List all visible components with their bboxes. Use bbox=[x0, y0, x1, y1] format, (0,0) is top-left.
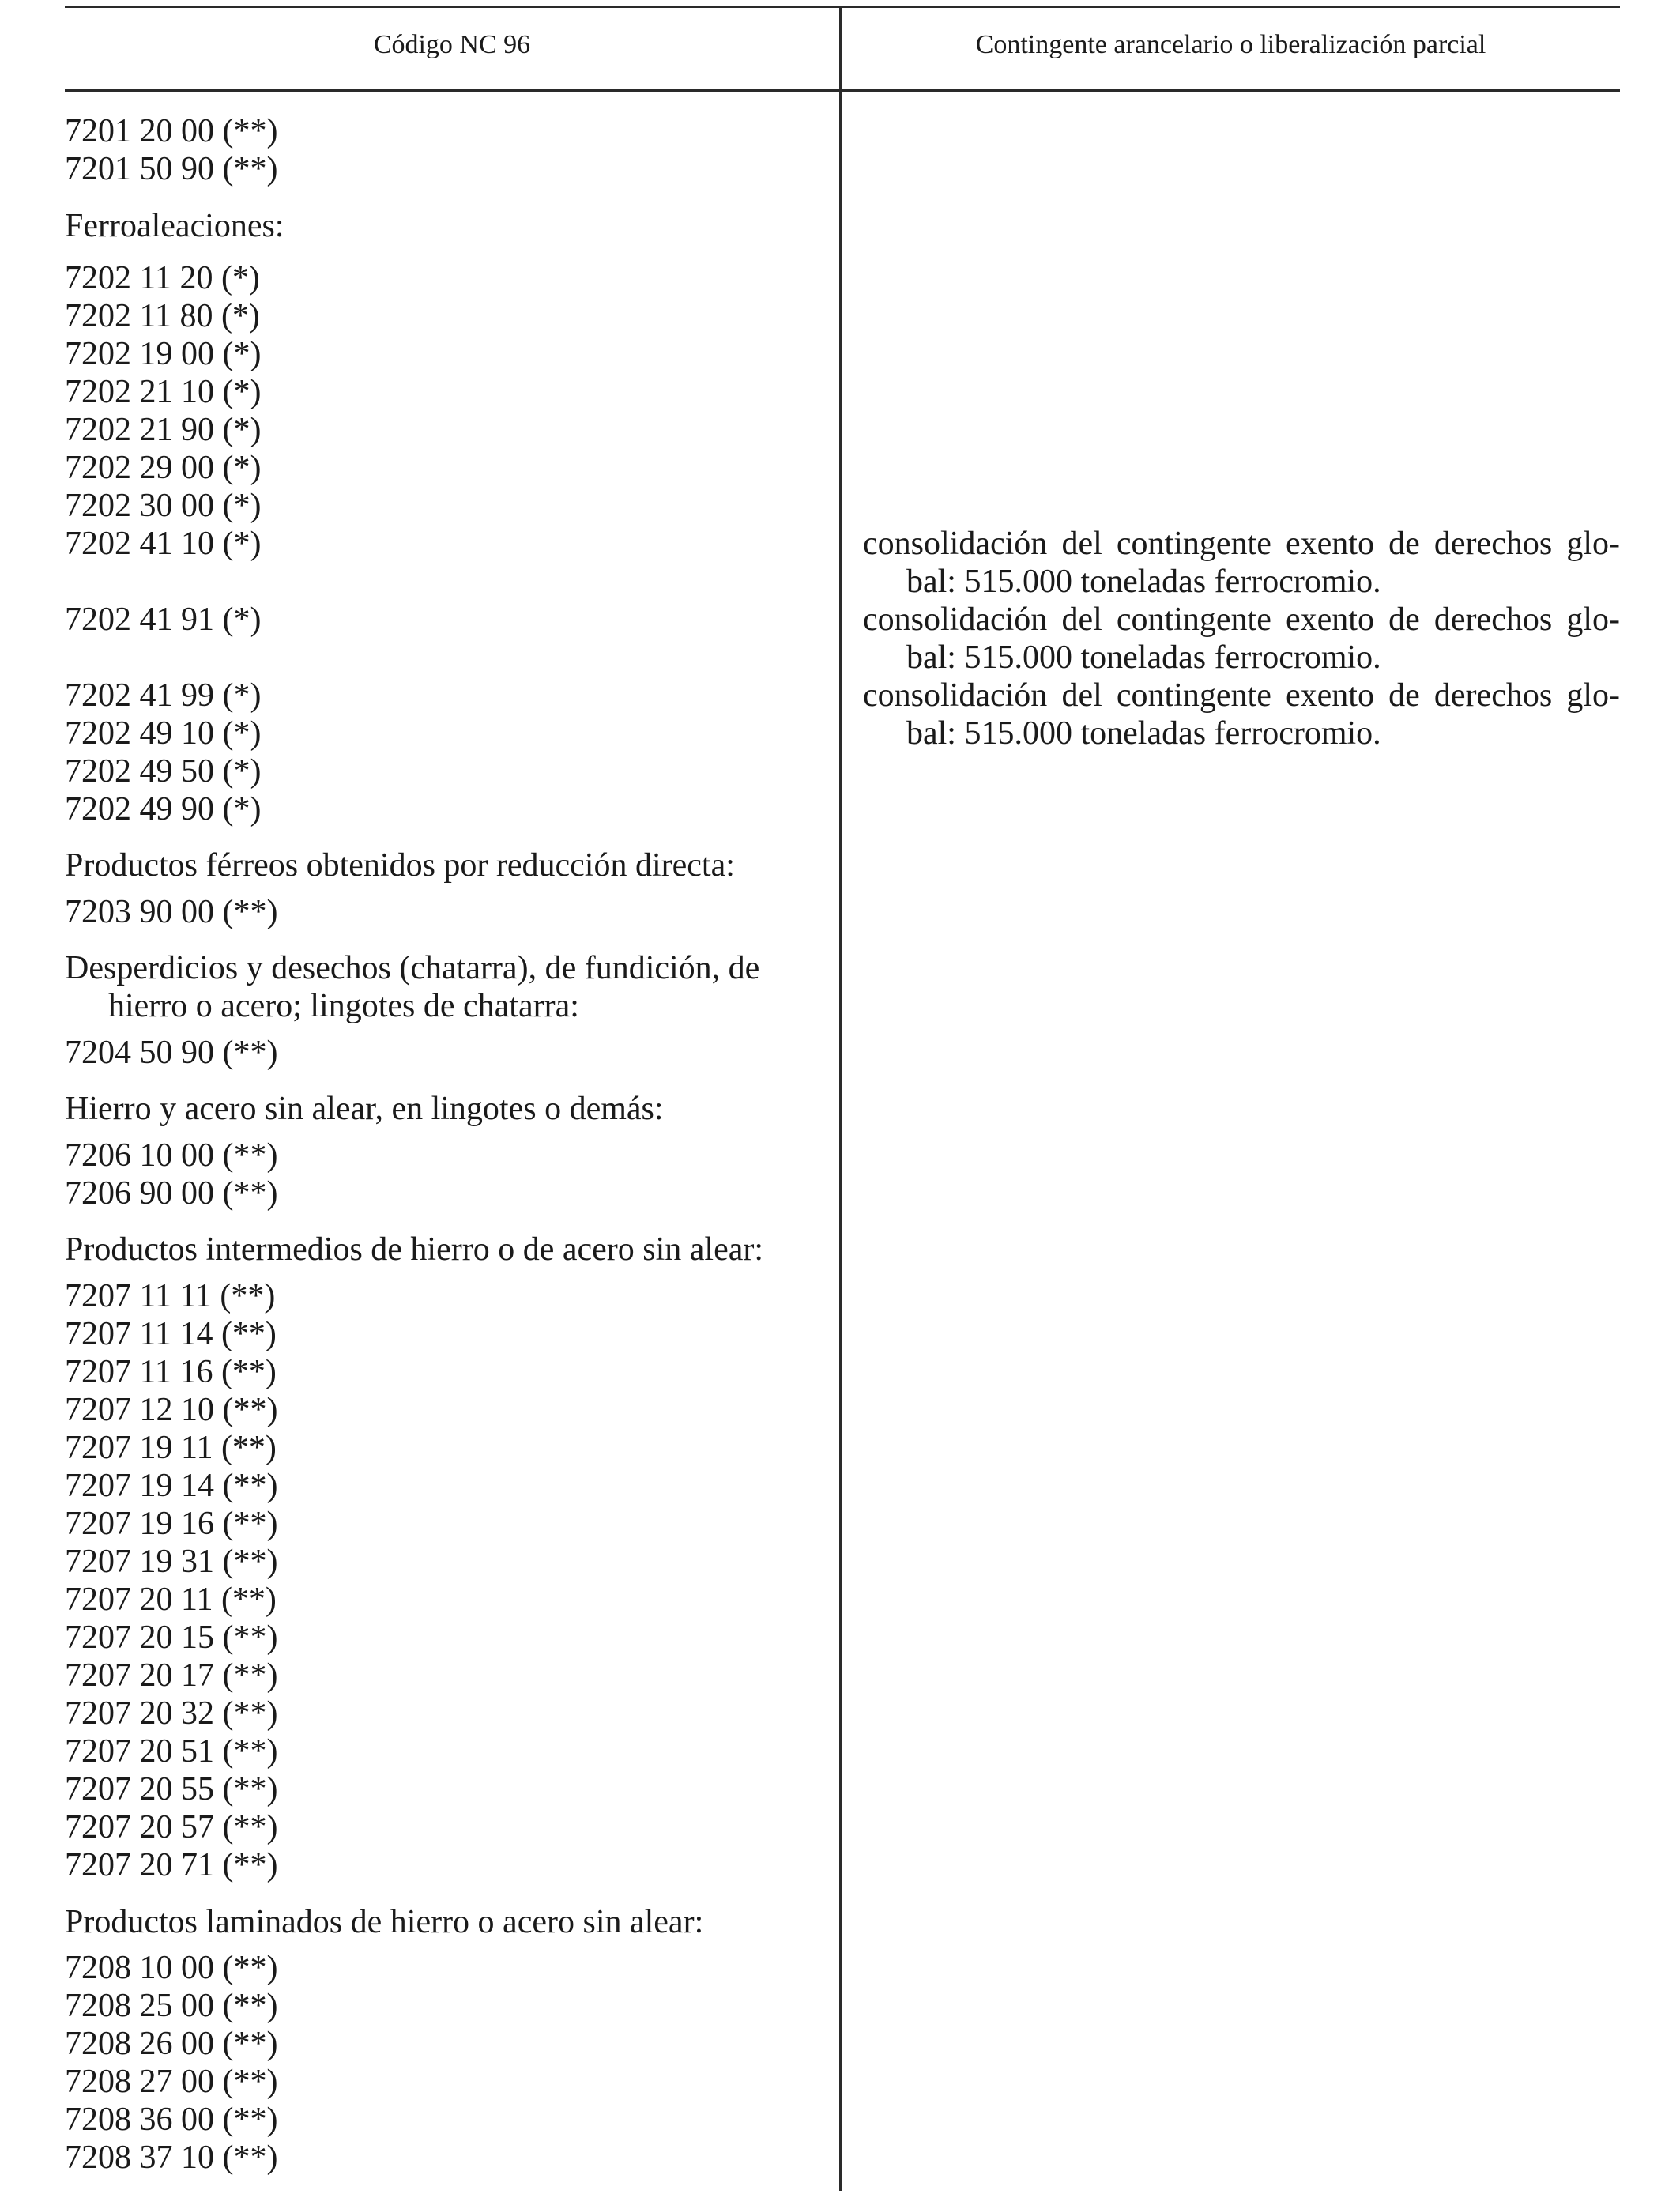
header-col-quota: Contingente arancelario o liberalización parcial bbox=[975, 30, 1486, 59]
column-divider bbox=[839, 6, 842, 2191]
code-line: 7208 37 10 (**) bbox=[65, 2139, 278, 2176]
code-line: 7202 29 00 (*) bbox=[65, 450, 262, 486]
code-line: 7202 11 80 (*) bbox=[65, 298, 260, 334]
code-line: 7204 50 90 (**) bbox=[65, 1035, 278, 1071]
code-line: 7208 26 00 (**) bbox=[65, 2026, 278, 2062]
code-line: 7207 19 11 (**) bbox=[65, 1430, 277, 1466]
code-line: 7201 50 90 (**) bbox=[65, 151, 278, 187]
code-line: 7207 19 16 (**) bbox=[65, 1506, 278, 1542]
code-line: 7207 19 31 (**) bbox=[65, 1544, 278, 1580]
code-line: 7202 41 10 (*) bbox=[65, 526, 262, 562]
section-heading: Productos intermedios de hierro o de acero sin alear: bbox=[65, 1231, 764, 1268]
code-line: 7207 20 71 (**) bbox=[65, 1847, 278, 1883]
section-heading: Productos férreos obtenidos por reducción directa: bbox=[65, 847, 735, 884]
code-line: 7207 11 14 (**) bbox=[65, 1316, 277, 1352]
quota-note: consolidación del contingente exento de derechos glo- bbox=[863, 677, 1620, 714]
code-line: 7208 10 00 (**) bbox=[65, 1950, 278, 1986]
section-heading: Ferroaleaciones: bbox=[65, 208, 284, 244]
code-line: 7207 20 15 (**) bbox=[65, 1619, 278, 1656]
code-line: 7207 12 10 (**) bbox=[65, 1392, 278, 1428]
code-line: 7206 90 00 (**) bbox=[65, 1175, 278, 1212]
code-line: 7207 20 17 (**) bbox=[65, 1657, 278, 1694]
header-bottom-rule bbox=[65, 89, 1620, 92]
code-line: 7202 49 50 (*) bbox=[65, 753, 262, 790]
code-line: 7207 19 14 (**) bbox=[65, 1468, 278, 1504]
code-line: 7207 20 32 (**) bbox=[65, 1695, 278, 1732]
code-line: 7208 25 00 (**) bbox=[65, 1988, 278, 2024]
quota-note: consolidación del contingente exento de derechos glo- bbox=[863, 601, 1620, 638]
code-line: 7207 11 11 (**) bbox=[65, 1278, 276, 1314]
code-line: 7207 20 11 (**) bbox=[65, 1581, 277, 1618]
header-col-code: Código NC 96 bbox=[373, 30, 531, 59]
quota-note-continuation: bal: 515.000 toneladas ferrocromio. bbox=[906, 564, 1381, 600]
code-line: 7202 49 10 (*) bbox=[65, 715, 262, 752]
code-line: 7201 20 00 (**) bbox=[65, 113, 278, 149]
code-line: 7207 20 51 (**) bbox=[65, 1733, 278, 1770]
code-line: 7208 36 00 (**) bbox=[65, 2102, 278, 2138]
code-line: 7203 90 00 (**) bbox=[65, 894, 278, 930]
code-line: 7207 20 57 (**) bbox=[65, 1809, 278, 1845]
section-heading-continuation: hierro o acero; lingotes de chatarra: bbox=[108, 988, 579, 1024]
code-line: 7208 27 00 (**) bbox=[65, 2064, 278, 2100]
code-line: 7202 49 90 (*) bbox=[65, 791, 262, 827]
code-line: 7202 21 90 (*) bbox=[65, 412, 262, 448]
code-line: 7207 11 16 (**) bbox=[65, 1354, 277, 1390]
code-line: 7202 41 99 (*) bbox=[65, 677, 262, 714]
code-line: 7202 19 00 (*) bbox=[65, 336, 262, 372]
section-heading: Hierro y acero sin alear, en lingotes o demás: bbox=[65, 1091, 664, 1127]
section-heading: Productos laminados de hierro o acero sin alear: bbox=[65, 1904, 704, 1940]
section-heading: Desperdicios y desechos (chatarra), de fundición, de bbox=[65, 950, 760, 986]
table-top-rule bbox=[65, 6, 1620, 8]
code-line: 7202 11 20 (*) bbox=[65, 260, 260, 296]
code-line: 7202 21 10 (*) bbox=[65, 374, 262, 410]
code-line: 7202 30 00 (*) bbox=[65, 488, 262, 524]
code-line: 7207 20 55 (**) bbox=[65, 1771, 278, 1808]
quota-note: consolidación del contingente exento de derechos glo- bbox=[863, 526, 1620, 562]
code-line: 7206 10 00 (**) bbox=[65, 1137, 278, 1174]
quota-note-continuation: bal: 515.000 toneladas ferrocromio. bbox=[906, 715, 1381, 752]
quota-note-continuation: bal: 515.000 toneladas ferrocromio. bbox=[906, 639, 1381, 676]
code-line: 7202 41 91 (*) bbox=[65, 601, 262, 638]
